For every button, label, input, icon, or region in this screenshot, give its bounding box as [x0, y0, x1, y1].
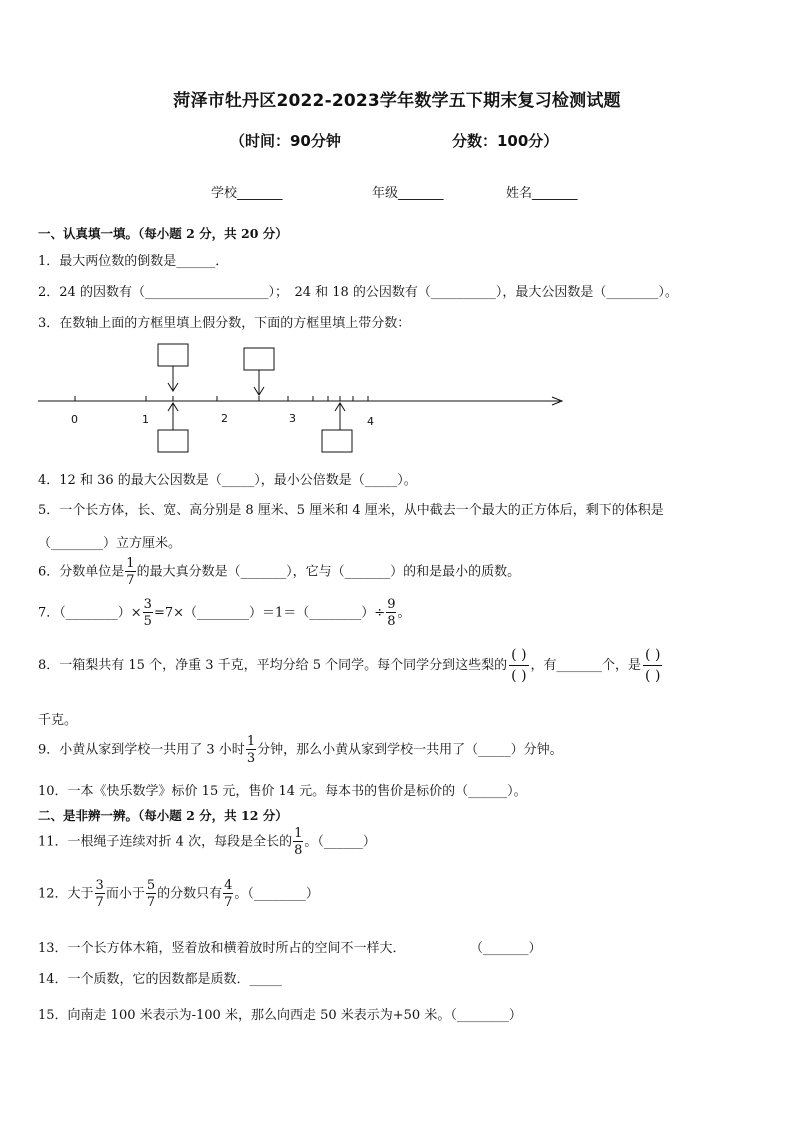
- fraction: $\frac{4}{7}$: [224, 878, 233, 910]
- axis-label-0: 0: [71, 413, 78, 426]
- section-1-title: 一、认真填一填。（每小题 2 分，共 20 分）: [38, 226, 288, 241]
- fraction: $\frac{1}{3}$: [246, 734, 256, 766]
- question-6: 6．分数单位是 $\frac{1}{7}$ 的最大真分数是（_______），它与（_______）的和是最小的质数。: [38, 556, 521, 588]
- fraction: $\frac{1}{8}$: [294, 826, 303, 858]
- number-line-figure: [30, 338, 580, 458]
- fraction: $\frac{9}{8}$: [387, 597, 396, 629]
- question-5-line-1: 5．一个长方体，长、宽、高分别是 8 厘米、5 厘米和 4 厘米，从中截去一个最大的正方体后，剩下的体积是: [38, 503, 664, 518]
- question-14: 14．一个质数，它的因数都是质数．_____: [38, 972, 283, 987]
- question-8: 8．一箱梨共有 15 个，净重 3 千克，平均分给 5 个同学。每个同学分到这些梨的 ( ) ( ) ，有_______个，是 ( ) ( ): [38, 647, 661, 684]
- question-12: 12．大于 $\frac{3}{7}$ 而小于 $\frac{5}{7}$ 的分数只有 $\frac{4}{7}$ 。（________）: [38, 878, 319, 910]
- question-1: 1．最大两位数的倒数是______．: [38, 254, 229, 269]
- fraction: $\frac{3}{5}$: [143, 597, 152, 629]
- question-10: 10．一本《快乐数学》标价 15 元，售价 14 元。每本书的售价是标价的（______）。: [38, 784, 527, 799]
- axis-label-4: 4: [367, 415, 374, 428]
- question-13: 13．一个长方体木箱，竖着放和横着放时所占的空间不一样大．: [38, 941, 406, 956]
- question-9: 9．小黄从家到学校一共用了 3 小时 $\frac{1}{3}$ 分钟，那么小黄从家到学校一共用了（_____）分钟。: [38, 734, 563, 766]
- score-info: 分数：100分）: [452, 132, 559, 150]
- question-7: 7．（________）× $\frac{3}{5}$ =7×（________）＝1＝（________）÷ $\frac{9}{8}$ 。: [38, 597, 411, 629]
- grade-field: 年级_______: [372, 186, 444, 201]
- answer-box-top-2: [244, 348, 274, 370]
- school-field: 学校_______: [211, 186, 283, 201]
- axis-label-3: 3: [289, 412, 296, 425]
- question-11: 11．一根绳子连续对折 4 次，每段是全长的 $\frac{1}{8}$ 。（______）: [38, 826, 376, 858]
- answer-box-bottom-2: [322, 430, 352, 452]
- answer-box-bottom-1: [158, 430, 188, 452]
- answer-box-top-1: [158, 344, 188, 366]
- axis-label-1: 1: [142, 413, 149, 426]
- question-4: 4．12 和 36 的最大公因数是（_____），最小公倍数是（_____）。: [38, 473, 417, 488]
- question-2: 2．24 的因数有（___________________）； 24 和 18 的公因数有（__________），最大公因数是（________）。: [38, 285, 678, 300]
- question-5-line-2: （________）立方厘米。: [38, 536, 182, 551]
- time-info: （时间：90分钟: [230, 132, 341, 150]
- fraction: $\frac{1}{7}$: [126, 556, 135, 588]
- question-15: 15．向南走 100 米表示为-100 米，那么向西走 50 米表示为+50 米。（________）: [38, 1008, 522, 1023]
- blank-fraction: ( ) ( ): [511, 647, 527, 684]
- blank-fraction: ( ) ( ): [645, 647, 661, 684]
- question-3: 3．在数轴上面的方框里填上假分数，下面的方框里填上带分数：: [38, 316, 411, 331]
- name-field: 姓名_______: [506, 186, 578, 201]
- fraction: $\frac{3}{7}$: [95, 878, 104, 910]
- section-2-title: 二、是非辨一辨。（每小题 2 分，共 12 分）: [38, 808, 288, 823]
- question-13-answer: （_______）: [470, 941, 542, 956]
- axis-ticks: [75, 396, 368, 401]
- page-title: 菏泽市牡丹区2022-2023学年数学五下期末复习检测试题: [173, 91, 621, 111]
- fraction: $\frac{5}{7}$: [146, 878, 156, 910]
- question-8-tail: 千克。: [38, 713, 78, 728]
- axis-label-2: 2: [221, 412, 228, 425]
